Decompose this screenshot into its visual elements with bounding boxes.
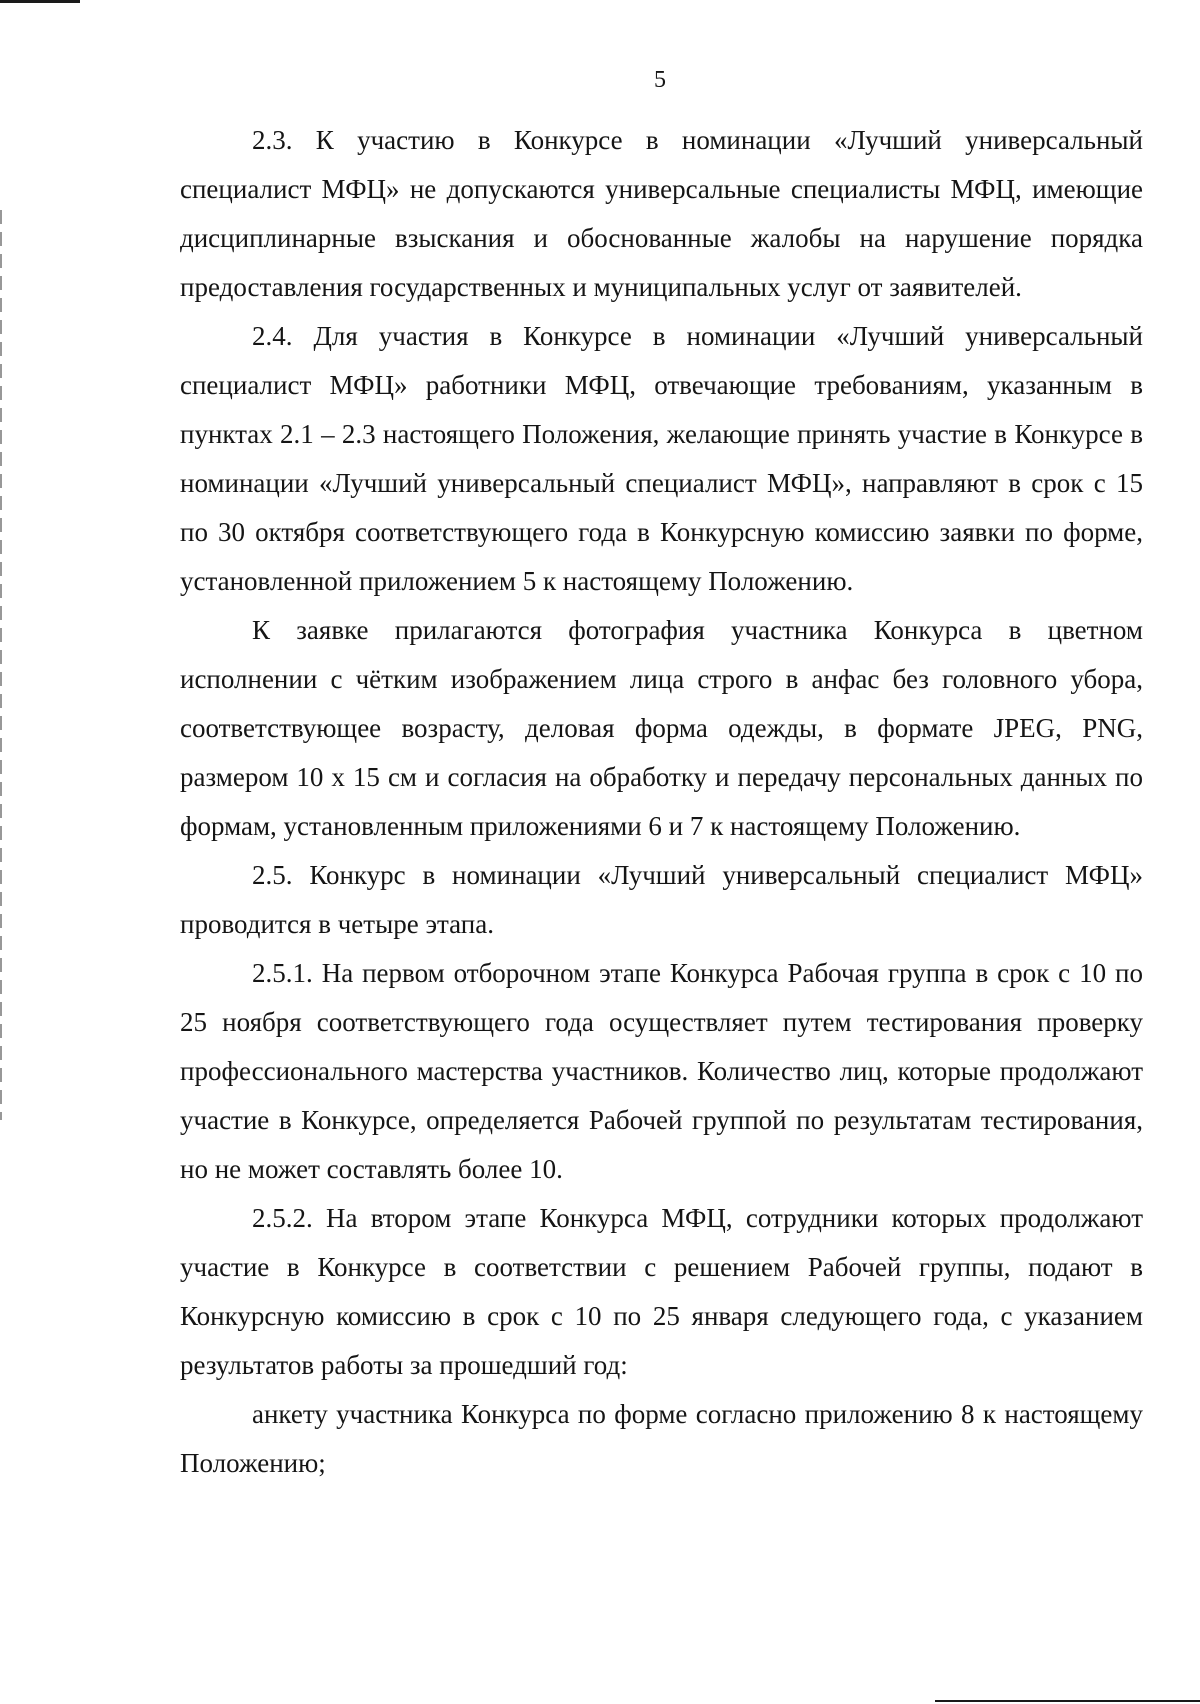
paragraph-application-attachments: К заявке прилагаются фотография участника Конкурса в цветном исполнении с чётким изображением лица строго в анфас без головного убора, соответствующее возрасту, деловая форма одежды, в формате JPEG, PNG, размером 10 х 15 см и согласия на обработку и передачу персональных данных по формам, установленным приложениями 6 и 7 к настоящему Положению. xyxy=(180,615,1143,841)
paragraph-2-3: 2.3. К участию в Конкурсе в номинации «Лучший универсальный специалист МФЦ» не допускаются универсальные специалисты МФЦ, имеющие дисциплинарные взыскания и обоснованные жалобы на нарушение порядка предоставления государственных и муниципальных услуг от заявителей. xyxy=(180,125,1143,302)
paragraph-questionnaire-item: анкету участника Конкурса по форме согласно приложению 8 к настоящему Положению; xyxy=(180,1399,1143,1478)
paragraph-2-5-2: 2.5.2. На втором этапе Конкурса МФЦ, сотрудники которых продолжают участие в Конкурсе в соответствии с решением Рабочей группы, подают в Конкурсную комиссию в срок с 10 по 25 января следующего года, с указанием результатов работы за прошедший год: xyxy=(180,1203,1143,1380)
scan-edge-mark-bottom xyxy=(935,1700,1200,1702)
paragraph-2-5-1: 2.5.1. На первом отборочном этапе Конкурса Рабочая группа в срок с 10 по 25 ноября соответствующего года осуществляет путем тестирования проверку профессионального мастерства участников. Количество лиц, которые продолжают участие в Конкурсе, определяется Рабочей группой по результатам тестирования, но не может составлять более 10. xyxy=(180,958,1143,1184)
paragraph-2-5: 2.5. Конкурс в номинации «Лучший универсальный специалист МФЦ» проводится в четыре этапа. xyxy=(180,860,1143,939)
page-number: 5 xyxy=(654,67,666,93)
document-body xyxy=(180,116,1143,1488)
scan-edge-mark-top xyxy=(0,0,80,3)
paragraph-2-4: 2.4. Для участия в Конкурсе в номинации «Лучший универсальный специалист МФЦ» работники МФЦ, отвечающие требованиям, указанным в пунктах 2.1 – 2.3 настоящего Положения, желающие принять участие в Конкурсе в номинации «Лучший универсальный специалист МФЦ», направляют в срок с 15 по 30 октября соответствующего года в Конкурсную комиссию заявки по форме, установленной приложением 5 к настоящему Положению. xyxy=(180,321,1143,596)
scan-edge-shadow-left xyxy=(0,210,2,1120)
